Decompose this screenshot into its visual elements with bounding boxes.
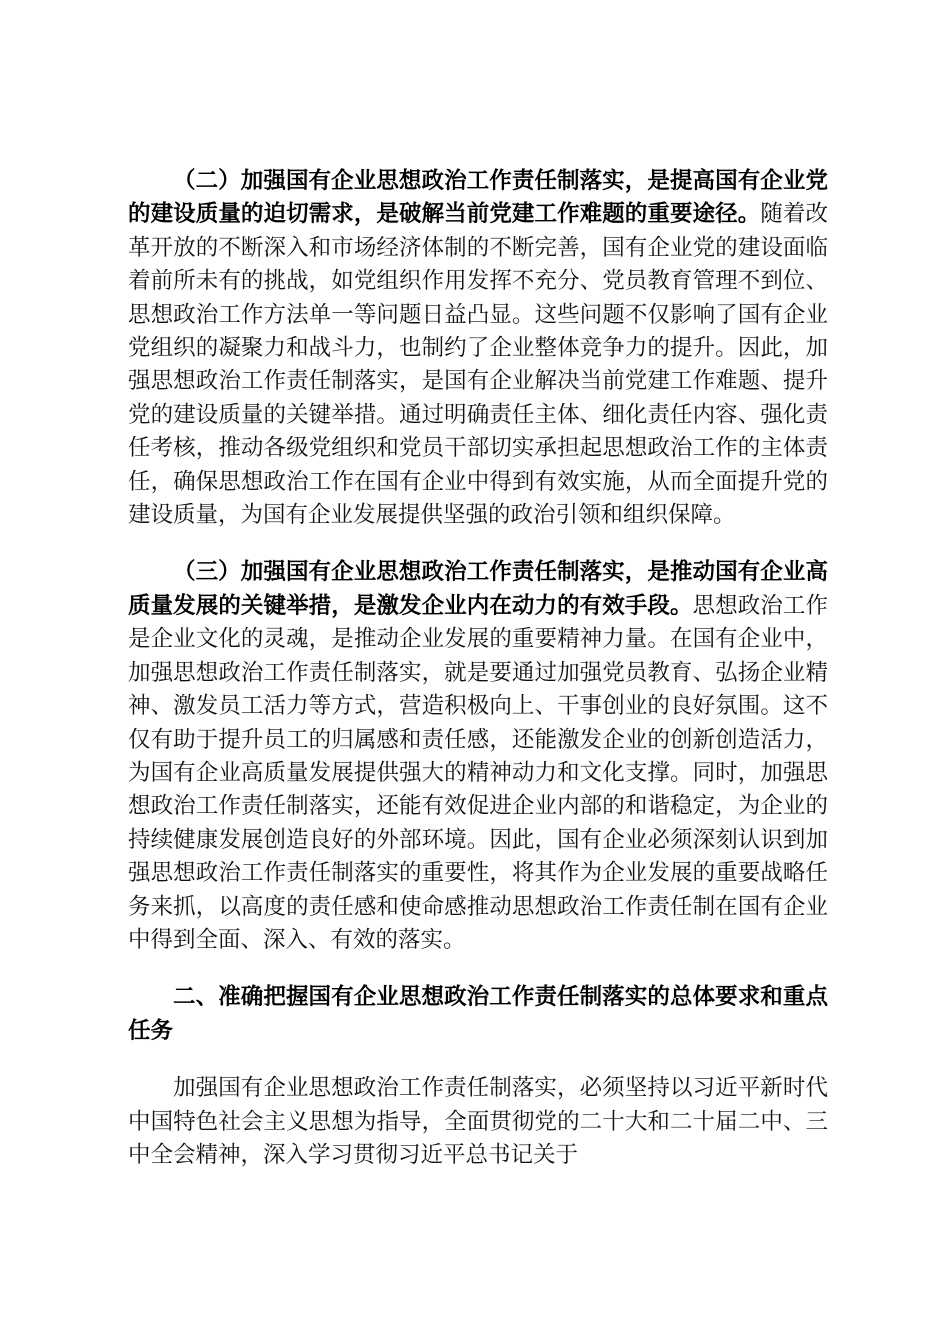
document-body [128,165,828,1172]
paragraph-section-two [128,165,828,532]
paragraph-body-text: 随着改革开放的不断深入和市场经济体制的不断完善，国有企业党的建设面临着前所未有的挑战，如党组织作用发挥不充分、党员教育管理不到位、思想政治工作方法单一等问题日益凸显。这些问题不仅影响了国有企业党组织的凝聚力和战斗力，也制约了企业整体竞争力的提升。因此，加强思想政治工作责任制落实，是国有企业解决当前党建工作难题、提升党的建设质量的关键举措。通过明确责任主体、细化责任内容、强化责任考核，推动各级党组织和党员干部切实承担起思想政治工作的主体责任，确保思想政治工作在国有企业中得到有效实施，从而全面提升党的建设质量，为国有企业发展提供坚强的政治引领和组织保障。 [128,201,828,529]
paragraph-lead-bold: （二）加强国有企业思想政治工作责任制落实，是提高国有企业党的建设质量的迫切需求，是破解当前党建工作难题的重要途径。 [128,168,828,228]
paragraph-closing: 加强国有企业思想政治工作责任制落实，必须坚持以习近平新时代中国特色社会主义思想为指导，全面贯彻党的二十大和二十届二中、三中全会精神，深入学习贯彻习近平总书记关于 [128,1075,828,1168]
paragraph-body-text: 思想政治工作是企业文化的灵魂，是推动企业发展的重要精神力量。在国有企业中，加强思想政治工作责任制落实，就是要通过加强党员教育、弘扬企业精神、激发员工活力等方式，营造积极向上、干事创业的良好氛围。这不仅有助于提升员工的归属感和责任感，还能激发企业的创新创造活力，为国有企业高质量发展提供强大的精神动力和文化支撑。同时，加强思想政治工作责任制落实，还能有效促进企业内部的和谐稳定，为企业的持续健康发展创造良好的外部环境。因此，国有企业必须深刻认识到加强思想政治工作责任制落实的重要性，将其作为企业发展的重要战略任务来抓，以高度的责任感和使命感推动思想政治工作责任制在国有企业中得到全面、深入、有效的落实。 [128,592,828,953]
section-heading: 二、准确把握国有企业思想政治工作责任制落实的总体要求和重点任务 [128,984,828,1044]
paragraph-lead-bold: （三）加强国有企业思想政治工作责任制落实，是推动国有企业高质量发展的关键举措，是激发企业内在动力的有效手段。 [128,559,828,619]
paragraph-section-three [128,556,828,957]
